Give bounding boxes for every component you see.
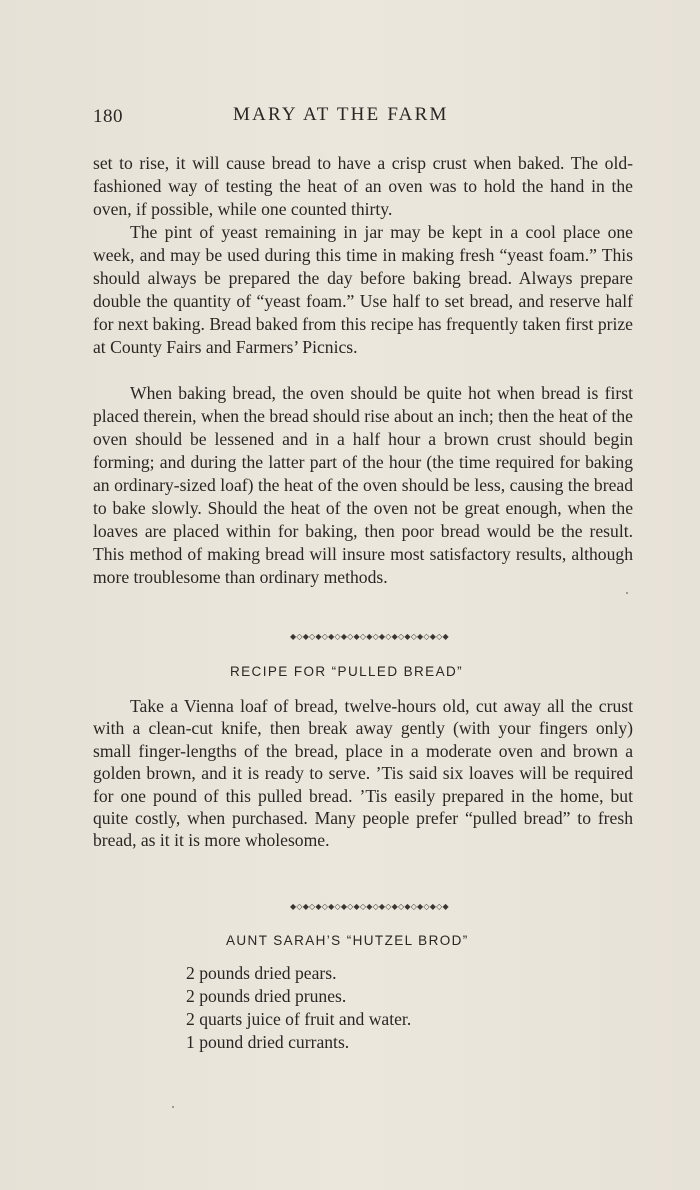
ingredient-list (186, 962, 411, 1054)
page-header (93, 102, 633, 132)
ornament-divider: ◆◇◆◇◆◇◆◇◆◇◆◇◆◇◆◇◆◇◆◇◆◇◆◇◆ (290, 902, 449, 911)
recipe-heading-hutzel-brod: AUNT SARAH’S “HUTZEL BROD” (226, 933, 469, 948)
ingredient-item: 2 quarts juice of fruit and water. (186, 1009, 412, 1029)
paragraph-baking-heat: When baking bread, the oven should be quite hot when bread is first placed therein, when the bread should rise about an inch; then the heat of the oven should be lessened and in a half hour a brown crust should begin forming; and during the latter part of the hour (the time required for baking an ordinary-sized loaf) the heat of the oven should be less, causing the bread to bake slowly. Should the heat of the oven not be great enough, when the loaves are placed within for baking, then poor bread would be the result. This method of making bread will insure most satisfactory results, although more troublesome than ordinary methods. (93, 383, 633, 587)
ingredient-item: 2 pounds dried pears. (186, 963, 337, 983)
recipe-text-pulled-bread: Take a Vienna loaf of bread, twelve-hours old, cut away all the crust with a clean-cut knife, then break away gently (with your fingers only) small finger-lengths of the bread, place in a moderate oven and brown a golden brown, and it is ready to serve. ’Tis said six loaves will be required for one pound of this pulled bread. ’Tis easily prepared in the home, but quite costly, when purchased. Many people prefer “pulled bread” to fresh bread, as it it is more wholesome. (93, 696, 633, 851)
ingredient-item: 2 pounds dried prunes. (186, 986, 347, 1006)
recipe-heading-pulled-bread: RECIPE FOR “PULLED BREAD” (230, 664, 464, 679)
ingredient-item: 1 pound dried currants. (186, 1032, 350, 1052)
paragraph-yeast-storage: The pint of yeast remaining in jar may be kept in a cool place one week, and may be used during this time in making fresh “yeast foam.” This should always be prepared the day before baking bread. Always prepare double the quantity of “yeast foam.” Use half to set bread, and reserve half for next baking. Bread baked from this recipe has frequently taken first prize at County Fairs and Farmers’ Picnics. (93, 222, 633, 357)
running-title: MARY AT THE FARM (233, 104, 449, 125)
paper-speck (626, 592, 628, 594)
paper-speck (172, 1106, 174, 1108)
ornament-divider: ◆◇◆◇◆◇◆◇◆◇◆◇◆◇◆◇◆◇◆◇◆◇◆◇◆ (290, 632, 449, 641)
paragraph-continued: set to rise, it will cause bread to have a crisp crust when baked. The old-fashioned way of testing the heat of an oven was to hold the hand in the oven, if possible, while one counted thirty. (93, 153, 633, 219)
page-number: 180 (93, 106, 123, 127)
